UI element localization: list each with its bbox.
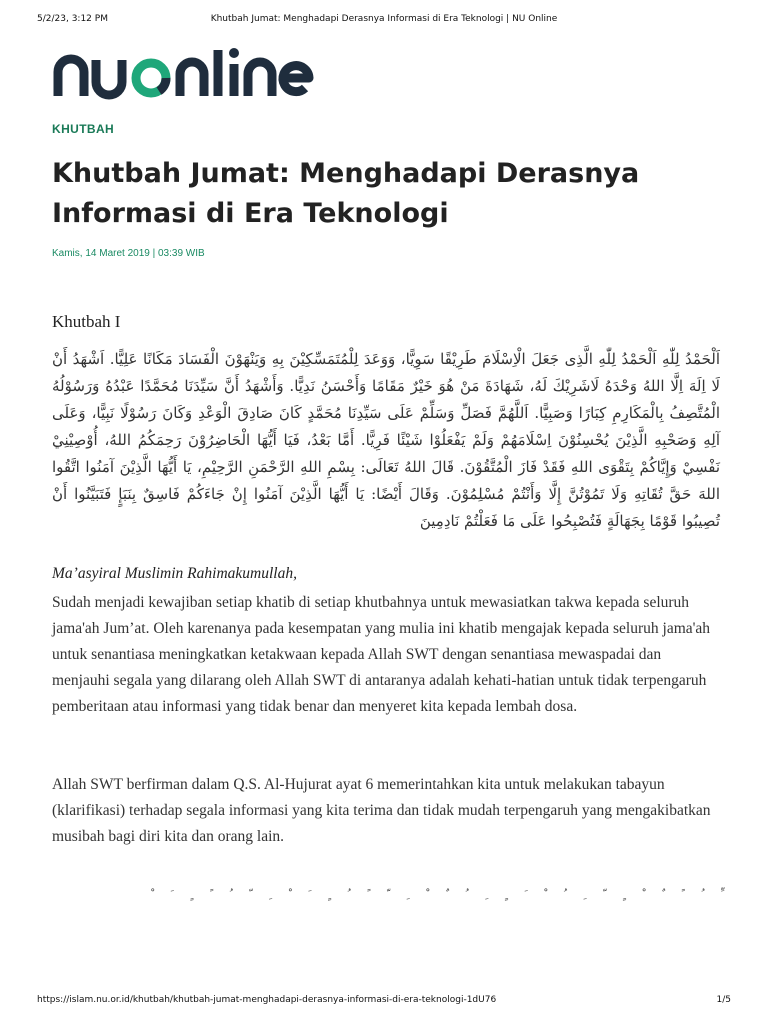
body-paragraph: Sudah menjadi kewajiban setiap khatib di setiap khutbahnya untuk mewasiatkan takwa kepada seluruh jama'ah Jum’at. Oleh karenanya pada kesempatan yang mulia ini khatib mengajak kepada seluruh jama'ah untuk senantiasa meningkatkan ketakwaan kepada Allah SWT dengan senantiasa mewaspadai dan menjauhi segala yang dilarang oleh Allah SWT di antaranya adalah kehati-hatian untuk tidak terpengaruh pemberitaan atau informasi yang tidak benar dan menyeret kita kepada lembah dosa. (52, 594, 711, 715)
article-date: Kamis, 14 Maret 2019 | 03:39 WIB (52, 248, 205, 259)
print-footer (37, 995, 731, 1009)
page-number: 1/5 (716, 995, 731, 1005)
arabic-opening-text: اَلْحَمْدُ لِلّٰهِ اَلْحَمْدُ لِلّٰهِ الَّذِى جَعَلَ الْاِسْلَامَ طَرِيْقًا سَوِيًّا، وَوَعَدَ لِلْمُتَمَسِّكِيْنَ بِهِ وَيَنْهَوْنَ الْفَسَادَ مَكَانًا عَلِيًّا. اَشْهَدُ أَنْ لَا اِلَهَ اِلَّا اللهُ وَحْدَهُ لَاشَرِيْكَ لَهُ، شَهَادَةَ مَنْ هُوَ خَيْرٌ مَقَامًا وَأَحْسَنُ نَدِيًّا. وَأَشْهَدُ أَنَّ سَيِّدَنَا مُحَمَّدًا عَبْدُهُ وَرَسُوْلُهُ الْمُتَّصِفُ بِالْمَكَارِمِ كِبَارًا وَصَبِيًّا. اَللَّهُمَّ فَصَلِّ وَسَلِّمْ عَلَى سَيِّدِنَا مُحَمَّدٍ كَانَ صَادِقَ الْوَعْدِ وَكَانَ رَسُوْلًا نَبِيًّا، وَعَلَى آلِهِ وَصَحْبِهِ الَّذِيْنَ يُحْسِنُوْنَ اِسْلَامَهُمْ وَلَمْ يَفْعَلُوْا شَيْئًا فَرِيًّا. أَمَّا بَعْدُ، فَيَا أَيُّهَا الْحَاضِرُوْنَ رَحِمَكُمُ اللهُ، أُوْصِيْنِيْ نَفْسِيْ وَإِيَّاكُمْ بِتَقْوَى اللهِ فَقَدْ فَازَ الْمُتَّقُوْنَ. قَالَ اللهُ تَعَالَى: بِسْمِ اللهِ الرَّحْمَنِ الرَّحِيْمِ، يَا أَيُّهَا الَّذِيْنَ آمَنُوا اتَّقُوا اللهَ حَقَّ تُقَاتِهِ وَلَا تَمُوْتُنَّ إِلَّا وَأَنْتُمْ مُسْلِمُوْنَ. وَقَالَ أَيْضًا: يَا أَيُّهَا الَّذِيْنَ آمَنُوا إِنْ جَاءَكُمْ فَاسِقٌ بِنَبَإٍ فَتَبَيَّنُوا أَنْ تُصِيبُوا قَوْمًا بِجَهَالَةٍ فَتُصْبِحُوا عَلَى مَا فَعَلْتُمْ نَادِمِينَ (52, 350, 720, 530)
greeting: Ma’asyiral Muslimin Rahimakumullah, (52, 565, 297, 582)
article-category[interactable]: KHUTBAH (52, 122, 115, 136)
print-datetime: 5/2/23, 3:12 PM (37, 14, 108, 24)
nu-online-logo-mark (52, 44, 314, 100)
article-title: Khutbah Jumat: Menghadapi Derasnya Informasi di Era Teknologi (52, 158, 640, 229)
section-heading: Khutbah I (52, 312, 121, 331)
print-document-title: Khutbah Jumat: Menghadapi Derasnya Informasi di Era Teknologi | NU Online (210, 14, 558, 24)
body-paragraph: Allah SWT berfirman dalam Q.S. Al-Hujurat ayat 6 memerintahkan kita untuk melakukan tabayun (klarifikasi) terhadap segala informasi yang kita terima dan tidak mudah terpengaruh yang mengakibatkan musibah bagi diri kita dan orang lain. (52, 776, 711, 845)
arabic-diacritics-overflow: ِّ ُ ً ٌ ْ ٍ ّ ِ ُ ْ َ ٍ ِ ُ ٌ ْ ِ ّ ً ُ ٍ َ ْ ِ ّ ُ ً ٍ َ ْ (150, 888, 720, 901)
nu-online-logo[interactable] (52, 44, 314, 100)
print-url[interactable]: https://islam.nu.or.id/khutbah/khutbah-jumat-menghadapi-derasnya-informasi-di-era-teknologi-1dU76 (37, 995, 497, 1005)
print-header (37, 14, 731, 28)
